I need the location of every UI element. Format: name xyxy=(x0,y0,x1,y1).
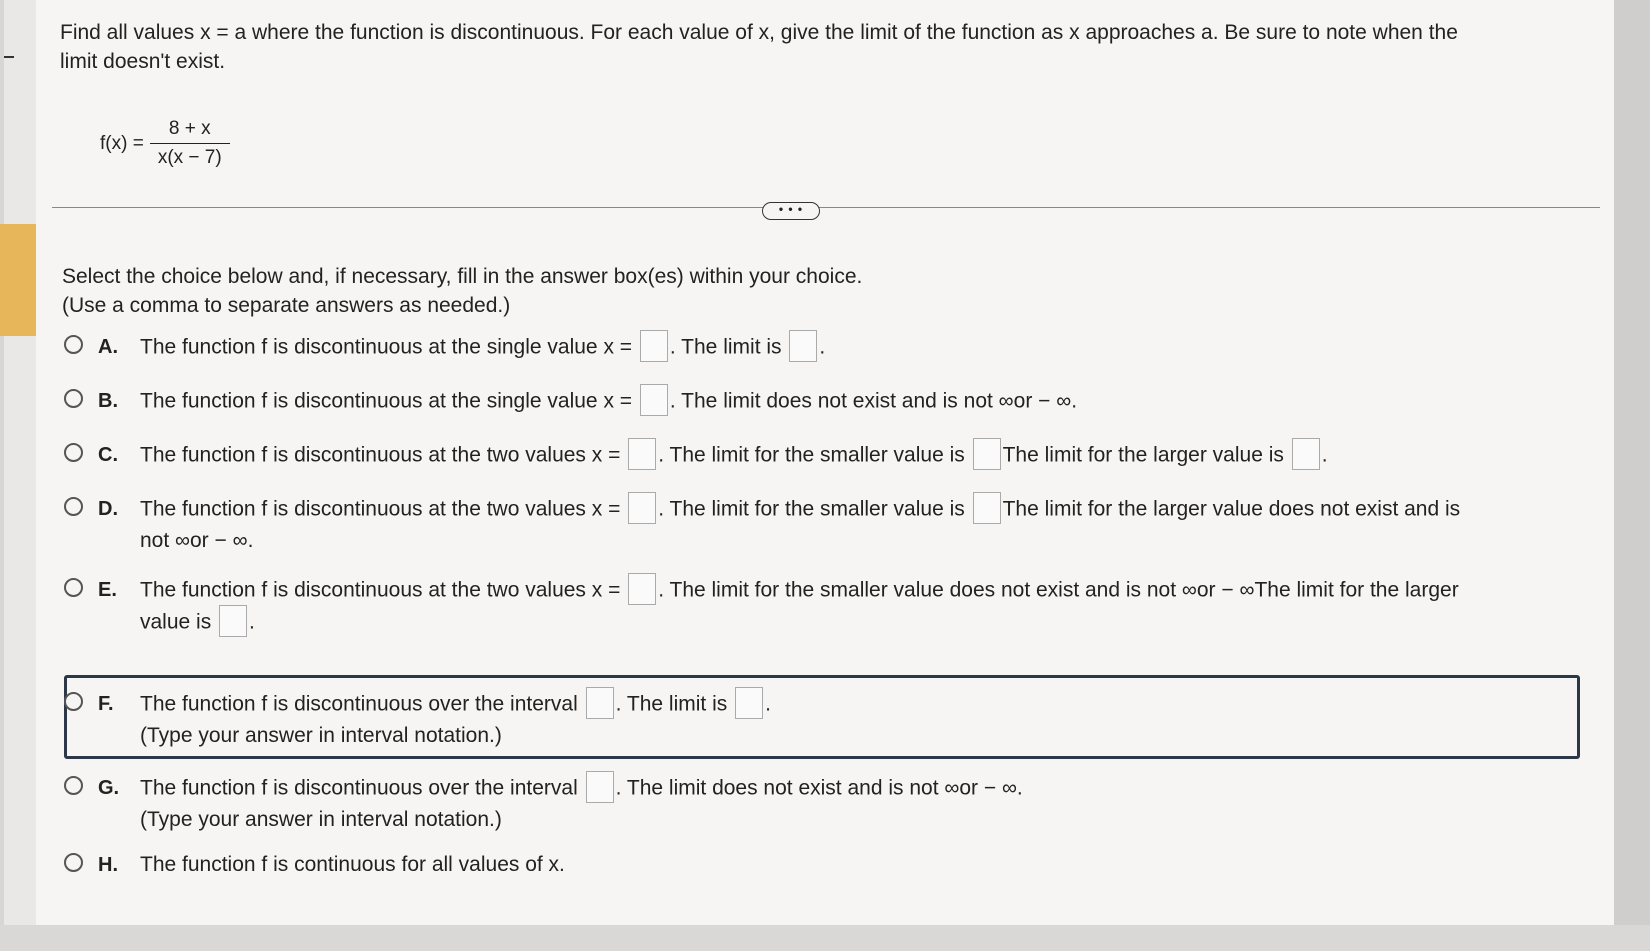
question-line-2: limit doesn't exist. xyxy=(60,50,226,73)
side-tab[interactable] xyxy=(0,224,36,336)
instructions xyxy=(62,262,862,320)
radio-h[interactable] xyxy=(64,853,83,872)
choice-text: . xyxy=(1321,443,1328,467)
question-text xyxy=(60,18,1580,76)
choice-text: The function f is discontinuous at the two values x = xyxy=(140,443,621,467)
answer-box-interval[interactable] xyxy=(586,771,614,803)
choice-text: . xyxy=(249,610,255,634)
choice-text: The limit for the larger value is xyxy=(1002,443,1284,467)
more-button[interactable]: • • • xyxy=(762,202,820,220)
radio-f[interactable] xyxy=(64,692,83,711)
radio-d[interactable] xyxy=(64,497,83,516)
choice-text-line-2: value is xyxy=(140,610,212,634)
choice-text: . The limit for the smaller value is xyxy=(658,497,965,521)
choice-text-line-2: not ∞or − ∞. xyxy=(140,529,254,552)
choice-letter: C. xyxy=(98,444,118,466)
radio-e[interactable] xyxy=(64,578,83,597)
choice-text: The function f is discontinuous at the two values x = xyxy=(140,578,621,602)
choice-letter: B. xyxy=(98,390,118,412)
choice-text: The function f is continuous for all values of x. xyxy=(140,853,565,876)
choice-letter: F. xyxy=(98,693,114,715)
choice-text: The function f is discontinuous at the single value x = xyxy=(140,389,633,413)
answer-box-smaller-limit[interactable] xyxy=(973,492,1001,524)
answer-box-x[interactable] xyxy=(628,573,656,605)
choice-text: . The limit for the smaller value is xyxy=(658,443,965,467)
choice-text: . xyxy=(765,692,771,716)
choice-text: The function f is discontinuous at the single value x = xyxy=(140,335,633,359)
answer-box-x[interactable] xyxy=(628,492,656,524)
choice-text: . The limit for the smaller value does not exist and is not ∞or − ∞The limit for the larger xyxy=(658,578,1459,602)
question-line-1: Find all values x = a where the function is discontinuous. For each value of x, give the limit of the function as x approaches a. Be sure to note when the xyxy=(60,21,1458,44)
numerator: 8 + x xyxy=(168,118,211,139)
choice-letter: H. xyxy=(98,854,118,876)
choice-text: . The limit does not exist and is not ∞or − ∞. xyxy=(615,776,1023,800)
radio-g[interactable] xyxy=(64,776,83,795)
divider xyxy=(52,207,1600,208)
choice-letter: A. xyxy=(98,336,118,358)
choice-text: . The limit is xyxy=(669,335,782,359)
radio-c[interactable] xyxy=(64,443,83,462)
choice-letter: E. xyxy=(98,579,117,601)
choice-letter: D. xyxy=(98,498,118,520)
choice-text: The function f is discontinuous at the two values x = xyxy=(140,497,621,521)
function-definition xyxy=(100,118,230,169)
answer-box-smaller-limit[interactable] xyxy=(973,438,1001,470)
choice-letter: G. xyxy=(98,777,120,799)
choice-text: The limit for the larger value does not exist and is xyxy=(1002,497,1461,521)
radio-b[interactable] xyxy=(64,389,83,408)
radio-a[interactable] xyxy=(64,335,83,354)
bottom-strip xyxy=(0,925,1650,951)
choice-text: . The limit is xyxy=(615,692,728,716)
choice-text: . The limit does not exist and is not ∞or − ∞. xyxy=(669,389,1078,413)
answer-box-larger-limit[interactable] xyxy=(219,605,247,637)
fraction xyxy=(150,118,230,169)
answer-box-x[interactable] xyxy=(628,438,656,470)
denominator: x(x − 7) xyxy=(150,143,230,169)
answer-box-x[interactable] xyxy=(640,384,668,416)
instructions-line-1: Select the choice below and, if necessary, fill in the answer box(es) within your choice. xyxy=(62,265,863,288)
choice-text-line-2: (Type your answer in interval notation.) xyxy=(140,808,502,831)
left-edge xyxy=(0,0,4,951)
answer-box-limit[interactable] xyxy=(735,687,763,719)
answer-box-interval[interactable] xyxy=(586,687,614,719)
choice-text: The function f is discontinuous over the interval xyxy=(140,776,578,800)
function-lhs: f(x) = xyxy=(100,132,144,154)
side-tick xyxy=(4,56,14,58)
right-edge xyxy=(1614,0,1650,951)
choice-text: The function f is discontinuous over the interval xyxy=(140,692,578,716)
instructions-line-2: (Use a comma to separate answers as needed.) xyxy=(62,294,511,317)
answer-box-x[interactable] xyxy=(640,330,668,362)
answer-box-limit[interactable] xyxy=(789,330,817,362)
choice-text: . xyxy=(819,335,826,359)
choice-text-line-2: (Type your answer in interval notation.) xyxy=(140,724,502,747)
answer-box-larger-limit[interactable] xyxy=(1292,438,1320,470)
